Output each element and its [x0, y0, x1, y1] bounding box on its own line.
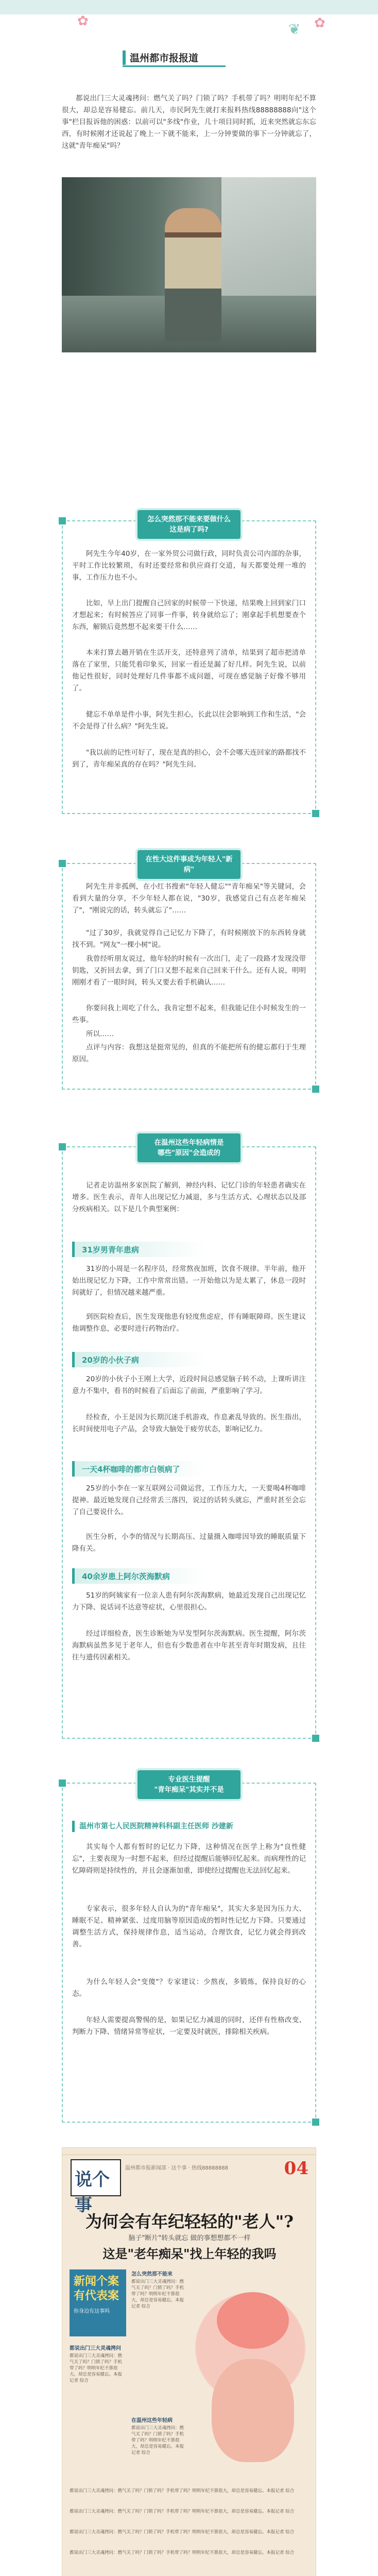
newspaper-clipping	[62, 2147, 316, 2576]
news-column-head: 在温州这些年轻病	[131, 2418, 173, 2424]
case-title: 31岁男青年患病	[82, 1245, 139, 1255]
section-paragraph: 我曾经听朋友说过，他年轻的时候有一次出门，走了一段路才发现没带钥匙，又折回去拿，到了门口又想不起来自己回来干什么。还有人说，明明刚刚才看了一眼时间，转头又要去看手机确认……	[72, 955, 306, 987]
news-side-title: 新闻个案有代表案	[74, 2275, 119, 2302]
news-column-head: 都说出门三大灵魂拷问	[70, 2346, 121, 2351]
case-paragraph: 31岁的小周是一名程序员，经常熬夜加班，饮食不规律。半年前，他开始出现记忆力下降，工作中常常出错。一开始他以为是太累了，休息一段时间就好了，但情况越来越严重。	[72, 1265, 306, 1297]
case-paragraph: 经检查，小王是因为长期沉迷手机游戏，作息紊乱导致的。医生指出，长时间使用电子产品，会导致大脑处于疲劳状态，影响记忆力。	[72, 1413, 306, 1433]
section-heading: 在温州这些年轻病情是 哪些"原因"会造成的	[138, 1133, 240, 1162]
case-paragraph: 到医院检查后，医生发现他患有轻度焦虑症，伴有睡眠障碍。医生建议他调整作息，必要时进行药物治疗。	[72, 1313, 306, 1333]
case-heading	[72, 1461, 206, 1477]
section-heading: 怎么突然那不能来要做什么 这是病了吗?	[138, 510, 240, 539]
news-side-note: 你身边有这事吗	[74, 2309, 110, 2314]
face-illustration	[212, 2359, 294, 2462]
case-paragraph: 医生分析，小李的情况与长期高压、过量摄入咖啡因导致的睡眠质量下降有关。	[72, 1533, 306, 1553]
intro-paragraph: 都说出门三大灵魂拷问：燃气关了吗？门锁了吗？手机带了吗？明明年纪不算很大，却总是容易健忘。前几天，市民阿先生就打来报料热线88888888向"这个事"栏目报诉他的困惑：以前可以"多线"作业，几十项目同时抓，近来突然就忘东忘西，有时候刚才还说起了晚上一下就不能来，上一分钟要做的事下一分钟就忘了，这就"青年痴呆"吗？	[62, 94, 316, 150]
news-column-text: 都说出门三大灵魂拷问：燃气关了吗？门锁了吗？手机带了吗？明明年纪不算很大，却总是容易健忘。本报记者 综合	[131, 2279, 184, 2309]
section-paragraph: 阿先生并非孤例，在小红书搜索"年轻人健忘""青年痴呆"等关键词，会看到大量的分享，不少年轻人都在说，"30岁，我感觉自己有点老年痴呆了"，"刚说完的话，转头就忘了"……	[72, 883, 306, 914]
expert-title	[72, 1819, 306, 1834]
section-paragraph: 所以……	[86, 1030, 114, 1038]
case-heading	[72, 1568, 206, 1584]
byline: 温州都市报报道	[130, 53, 199, 64]
header	[0, 0, 378, 72]
case-title: 20岁的小伙子病	[82, 1355, 139, 1365]
news-subheadline: 脑子"断片"转头就忘 做的事想想都不一样	[128, 2234, 251, 2242]
section-paragraph: "我以前的记性可好了，现在是真的担心，会不会哪天连回家的路都找不到了，青年痴呆真的存在吗？"阿先生问。	[72, 749, 306, 769]
section-paragraph: 比如，早上出门提醒自己回家的时候带一下快递，结果晚上回到家门口才想起来；有时候答应了同事一件事，转身就给忘了；刚拿起手机想要查个东西，解锁后竟然想不起来要干什么……	[72, 599, 306, 631]
photo-person	[165, 208, 221, 342]
section-paragraph: 其实每个人都有暂时的记忆力下降，这种情况在医学上称为"良性健忘"，主要表现为一时想不起来，但经过提醒后能够回忆起来。而病理性的记忆障碍则是持续性的，并且会逐渐加重，即使经过提醒也无法回忆起来。	[72, 1843, 306, 1875]
news-column-head: 怎么突然那不能来	[131, 2272, 173, 2277]
section-heading: 专业医生提醒 "青年痴呆"其实并不是	[138, 1770, 240, 1799]
case-title: 40余岁患上阿尔茨海默病	[82, 1572, 170, 1581]
news-headline-2: 这是"老年痴呆"找上年轻的我吗	[102, 2246, 277, 2261]
article-photo	[62, 177, 316, 352]
case-paragraph: 20岁的小伙子小王刚上大学，近段时间总感觉脑子转不动，上课听讲注意力不集中，看书的时候看了后面忘了前面，严重影响了学习。	[72, 1375, 306, 1395]
section-paragraph: "过了30岁，我就觉得自己记忆力下降了，有时候刚放下的东西转身就找不到。"网友"一棵小树"说。	[72, 929, 306, 949]
expert-title-text: 温州市第七人民医院精神科科副主任医师 沙建新	[79, 1822, 233, 1831]
case-paragraph: 经过详细检查，医生诊断她为早发型阿尔茨海默病。医生提醒，阿尔茨海默病虽然多见于老年人，但也有少数患者在中年甚至青年时期发病，且往往与遗传因素相关。	[72, 1630, 306, 1662]
section-paragraph: 本来打算去趟开销在生活开支，还特意列了清单，结果到了超市把清单落在了家里，只能凭着印象买，回家一看还是漏了好几样。阿先生说，以前他记性很好，同时处理好几件事都不成问题，可现在感觉脑子好像不够用了。	[72, 649, 306, 692]
section-lead: 记者走访温州多家医院了解到，神经内科、记忆门诊的年轻患者确实在增多。医生表示，青年人出现记忆力减退，多与生活方式、心理状态以及部分疾病相关。以下是几个典型案例：	[72, 1181, 306, 1213]
section-paragraph: 阿先生今年40岁，在一家外贸公司做行政，同时负责公司内部的杂事，平时工作比较繁琐，有时还要经常和供应商打交道，每天都要处理一堆的事，工作压力也不小。	[72, 550, 306, 582]
news-column-text: 都说出门三大灵魂拷问：燃气关了吗？门锁了吗？手机带了吗？明明年纪不算很大，却总是容易健忘。本报记者 综合	[70, 2550, 295, 2555]
brain-illustration	[217, 2292, 289, 2349]
news-column-text: 都说出门三大灵魂拷问：燃气关了吗？门锁了吗？手机带了吗？明明年纪不算很大，却总是容易健忘。本报记者 综合	[70, 2488, 295, 2494]
top-stripe	[0, 0, 378, 14]
news-page-number: 04	[284, 2158, 308, 2179]
case-title: 一天4杯咖啡的都市白领病了	[82, 1465, 180, 1474]
case-paragraph: 51岁的阿姨家有一位亲人患有阿尔茨海默病，她最近发现自己出现记忆力下降、说话词不达意等症状，心里很担心。	[72, 1591, 306, 1612]
flower-icon: ✿	[77, 13, 89, 29]
news-masthead: 温州都市报新闻部 · 这个事 · 热线88888888	[125, 2165, 228, 2171]
news-column-text: 都说出门三大灵魂拷问：燃气关了吗？门锁了吗？手机带了吗？明明年纪不算很大，却总是容易健忘。本报记者 综合	[70, 2353, 123, 2383]
news-column-text: 都说出门三大灵魂拷问：燃气关了吗？门锁了吗？手机带了吗？明明年纪不算很大，却总是容易健忘。本报记者 综合	[70, 2530, 295, 2535]
case-heading	[72, 1242, 206, 1257]
section-paragraph: 点评与内容：我想这是挺常见的，但真的不能把所有的健忘都归于生理原因。	[72, 1043, 306, 1063]
byline-bar	[123, 50, 126, 65]
flower-icon: ✿	[314, 15, 325, 31]
news-column-text: 都说出门三大灵魂拷问：燃气关了吗？门锁了吗？手机带了吗？明明年纪不算很大，却总是容易健忘。本报记者 综合	[70, 2509, 295, 2514]
leaf-icon: ❦	[288, 21, 301, 38]
section-heading: 在性大这件事成为年轻人"新病"	[138, 850, 240, 879]
section-paragraph: 专家表示，很多年轻人自认为的"青年痴呆"，其实大多是因为压力大、睡眠不足、精神紧张、过度用脑等原因造成的暂时性记忆力下降。只要通过调整生活方式，保持规律作息，适当运动，合理饮食，记忆力就会得到改善。	[72, 1905, 306, 1948]
expert-title-bar	[72, 1821, 75, 1832]
section-paragraph: 你要问我上周吃了什么，我肯定想不起来，但我能记住小时候发生的一些事。	[72, 1004, 306, 1024]
case-paragraph: 25岁的小李在一家互联网公司做运营，工作压力大，一天要喝4杯咖啡提神。最近她发现自己经常丢三落四，说过的话转头就忘，严重时甚至会忘了自己要说什么。	[72, 1484, 306, 1516]
news-top-bar	[62, 2148, 316, 2155]
news-illustration	[191, 2261, 310, 2478]
news-side-box	[70, 2269, 126, 2336]
section-paragraph: 为什么年轻人会"变傻"？专家建议：少熬夜，多锻炼，保持良好的心态。	[72, 1978, 306, 1998]
news-logo	[71, 2159, 121, 2215]
section-paragraph: 健忘不单单是件小事，阿先生担心，长此以往会影响到工作和生活，"会不会是得了什么病？"阿先生说。	[72, 710, 306, 731]
news-logo-text: 说个事	[75, 2170, 110, 2215]
case-heading	[72, 1352, 206, 1367]
news-column-text: 都说出门三大灵魂拷问：燃气关了吗？门锁了吗？手机带了吗？明明年纪不算很大，却总是容易健忘。本报记者 综合	[131, 2426, 184, 2455]
news-headline: 为何会有年纪轻轻的"老人"?	[85, 2212, 294, 2231]
section-paragraph: 年轻人需要提高警惕的是，如果记忆力减退的同时，还伴有性格改变、判断力下降、情绪异常等症状，一定要及时就医，排除相关疾病。	[72, 2016, 306, 2036]
